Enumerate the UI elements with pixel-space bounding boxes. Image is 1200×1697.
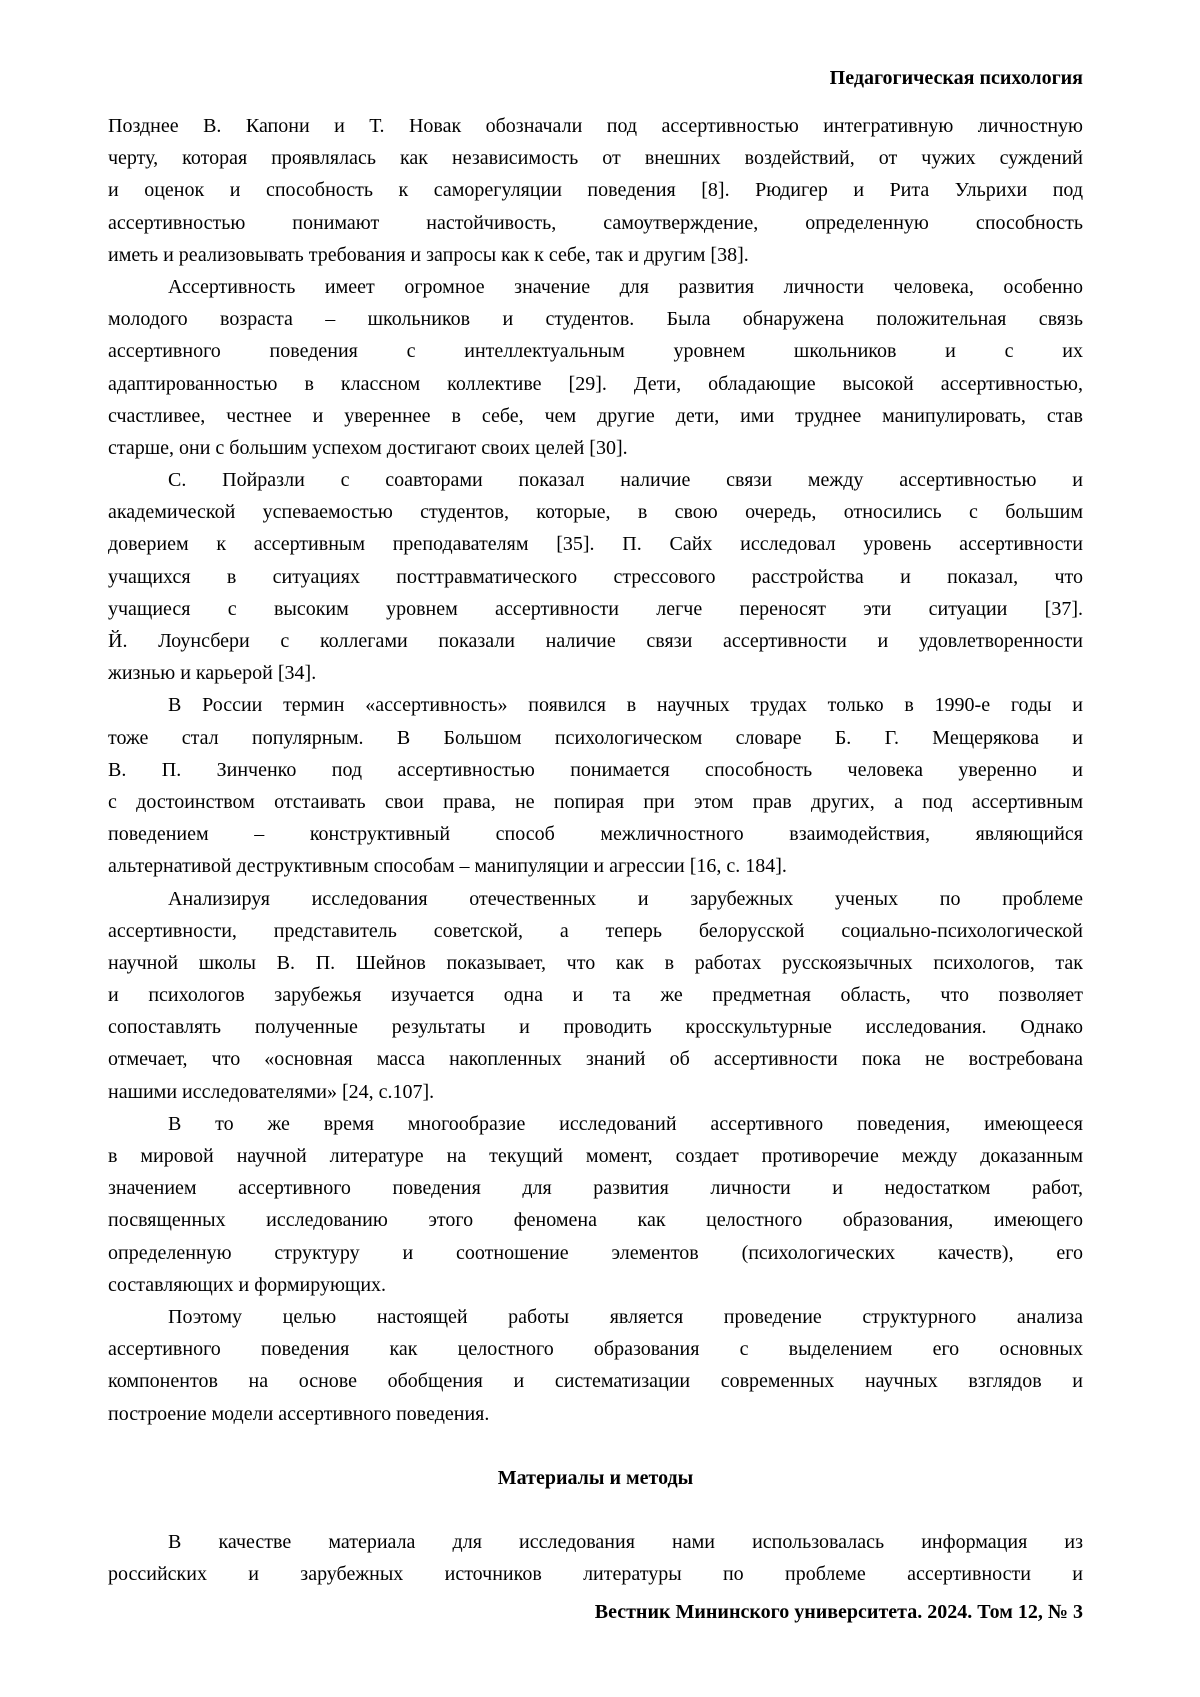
text-line: С. Пойразли с соавторами показал наличие связи между ассертивностью и <box>168 469 1083 492</box>
text-line: составляющих и формирующих. <box>108 1273 387 1296</box>
paragraph <box>108 689 1083 882</box>
paragraph <box>108 110 1083 271</box>
text-line: иметь и реализовывать требования и запросы как к себе, так и другим [38]. <box>108 243 749 266</box>
text-line: В качестве материала для исследования нами использовалась информация из <box>168 1531 1083 1554</box>
text-line: определенную структуру и соотношение элементов (психологических качеств), его <box>108 1241 1083 1264</box>
text-line: Позднее В. Капони и Т. Новак обозначали под ассертивностью интегративную личностную <box>108 115 1083 137</box>
paragraph <box>108 1301 1083 1430</box>
text-line: значением ассертивного поведения для развития личности и недостатком работ, <box>108 1177 1083 1200</box>
text-line: альтернативой деструктивным способам – манипуляции и агрессии [16, с. 184]. <box>108 855 787 878</box>
text-line: учащихся в ситуациях посттравматического стрессового расстройства и показал, что <box>108 565 1083 588</box>
text-line: Анализируя исследования отечественных и зарубежных ученых по проблеме <box>168 887 1083 910</box>
paragraph <box>108 464 1083 689</box>
text-line: учащиеся с высоким уровнем ассертивности легче переносят эти ситуации [37]. <box>108 597 1083 620</box>
text-line: компонентов на основе обобщения и систематизации современных научных взглядов и <box>108 1370 1083 1393</box>
text-line: В. П. Зинченко под ассертивностью понимается способность человека уверенно и <box>108 758 1083 781</box>
footer-citation: Вестник Мининского университета. 2024. Том 12, № 3 <box>594 1601 1083 1623</box>
text-line: академической успеваемостью студентов, которые, в свою очередь, относились с большим <box>108 501 1083 524</box>
paragraph <box>108 1526 1083 1590</box>
text-line: В России термин «ассертивность» появился в научных трудах только в 1990-е годы и <box>168 694 1083 717</box>
text-line: старше, они с большим успехом достигают своих целей [30]. <box>108 436 628 459</box>
blank-line <box>108 1494 1083 1526</box>
text-line: молодого возраста – школьников и студентов. Была обнаружена положительная связь <box>108 308 1083 331</box>
text-line: нашими исследователями» [24, с.107]. <box>108 1080 435 1103</box>
text-line: Ассертивность имеет огромное значение для развития личности человека, особенно <box>168 275 1083 298</box>
text-line: отмечает, что «основная масса накопленных знаний об ассертивности пока не востребована <box>108 1048 1083 1071</box>
paragraph <box>108 883 1083 1108</box>
text-line: ассертивностью понимают настойчивость, самоутверждение, определенную способность <box>108 211 1083 234</box>
text-line: ассертивного поведения как целостного образования с выделением его основных <box>108 1338 1083 1361</box>
text-line: адаптированностью в классном коллективе [29]. Дети, обладающие высокой ассертивностью, <box>108 372 1083 395</box>
text-line: счастливее, честнее и увереннее в себе, чем другие дети, ими труднее манипулировать, став <box>108 404 1083 427</box>
text-line: построение модели ассертивного поведения. <box>108 1402 490 1425</box>
text-line: научной школы В. П. Шейнов показывает, что как в работах русскоязычных психологов, так <box>108 951 1083 974</box>
text-line: В то же время многообразие исследований ассертивного поведения, имеющееся <box>168 1112 1083 1135</box>
text-line: жизнью и карьерой [34]. <box>108 662 317 685</box>
text-line: Поэтому целью настоящей работы является проведение структурного анализа <box>168 1305 1083 1328</box>
text-line: и оценок и способность к саморегуляции поведения [8]. Рюдигер и Рита Ульрихи под <box>108 179 1083 202</box>
section-heading: Материалы и методы <box>497 1466 694 1489</box>
text-line: черту, которая проявлялась как независимость от внешних воздействий, от чужих суждений <box>108 147 1083 170</box>
paragraph <box>108 271 1083 464</box>
text-line: доверием к ассертивным преподавателям [35]. П. Сайх исследовал уровень ассертивности <box>108 533 1083 556</box>
text-line: с достоинством отстаивать свои права, не попирая при этом прав других, а под ассертивным <box>108 790 1083 813</box>
text-line: и психологов зарубежья изучается одна и та же предметная область, что позволяет <box>108 984 1083 1007</box>
text-line: ассертивного поведения с интеллектуальным уровнем школьников и с их <box>108 340 1083 363</box>
text-line: российских и зарубежных источников литературы по проблеме ассертивности и <box>108 1563 1083 1586</box>
text-line: поведением – конструктивный способ межличностного взаимодействия, являющийся <box>108 823 1083 846</box>
text-line: в мировой научной литературе на текущий момент, создает противоречие между доказанным <box>108 1145 1083 1167</box>
blank-line <box>108 1430 1083 1462</box>
running-head: Педагогическая психология <box>829 67 1083 89</box>
text-line: сопоставлять полученные результаты и проводить кросскультурные исследования. Однако <box>108 1016 1083 1039</box>
text-line: тоже стал популярным. В Большом психологическом словаре Б. Г. Мещерякова и <box>108 726 1083 749</box>
text-line: ассертивности, представитель советской, а теперь белорусской социально-психологической <box>108 919 1083 942</box>
article-body <box>108 110 1083 1591</box>
text-line: посвященных исследованию этого феномена как целостного образования, имеющего <box>108 1209 1083 1232</box>
paragraph <box>108 1108 1083 1301</box>
text-line: Й. Лоунсбери с коллегами показали наличие связи ассертивности и удовлетворенности <box>108 630 1083 652</box>
